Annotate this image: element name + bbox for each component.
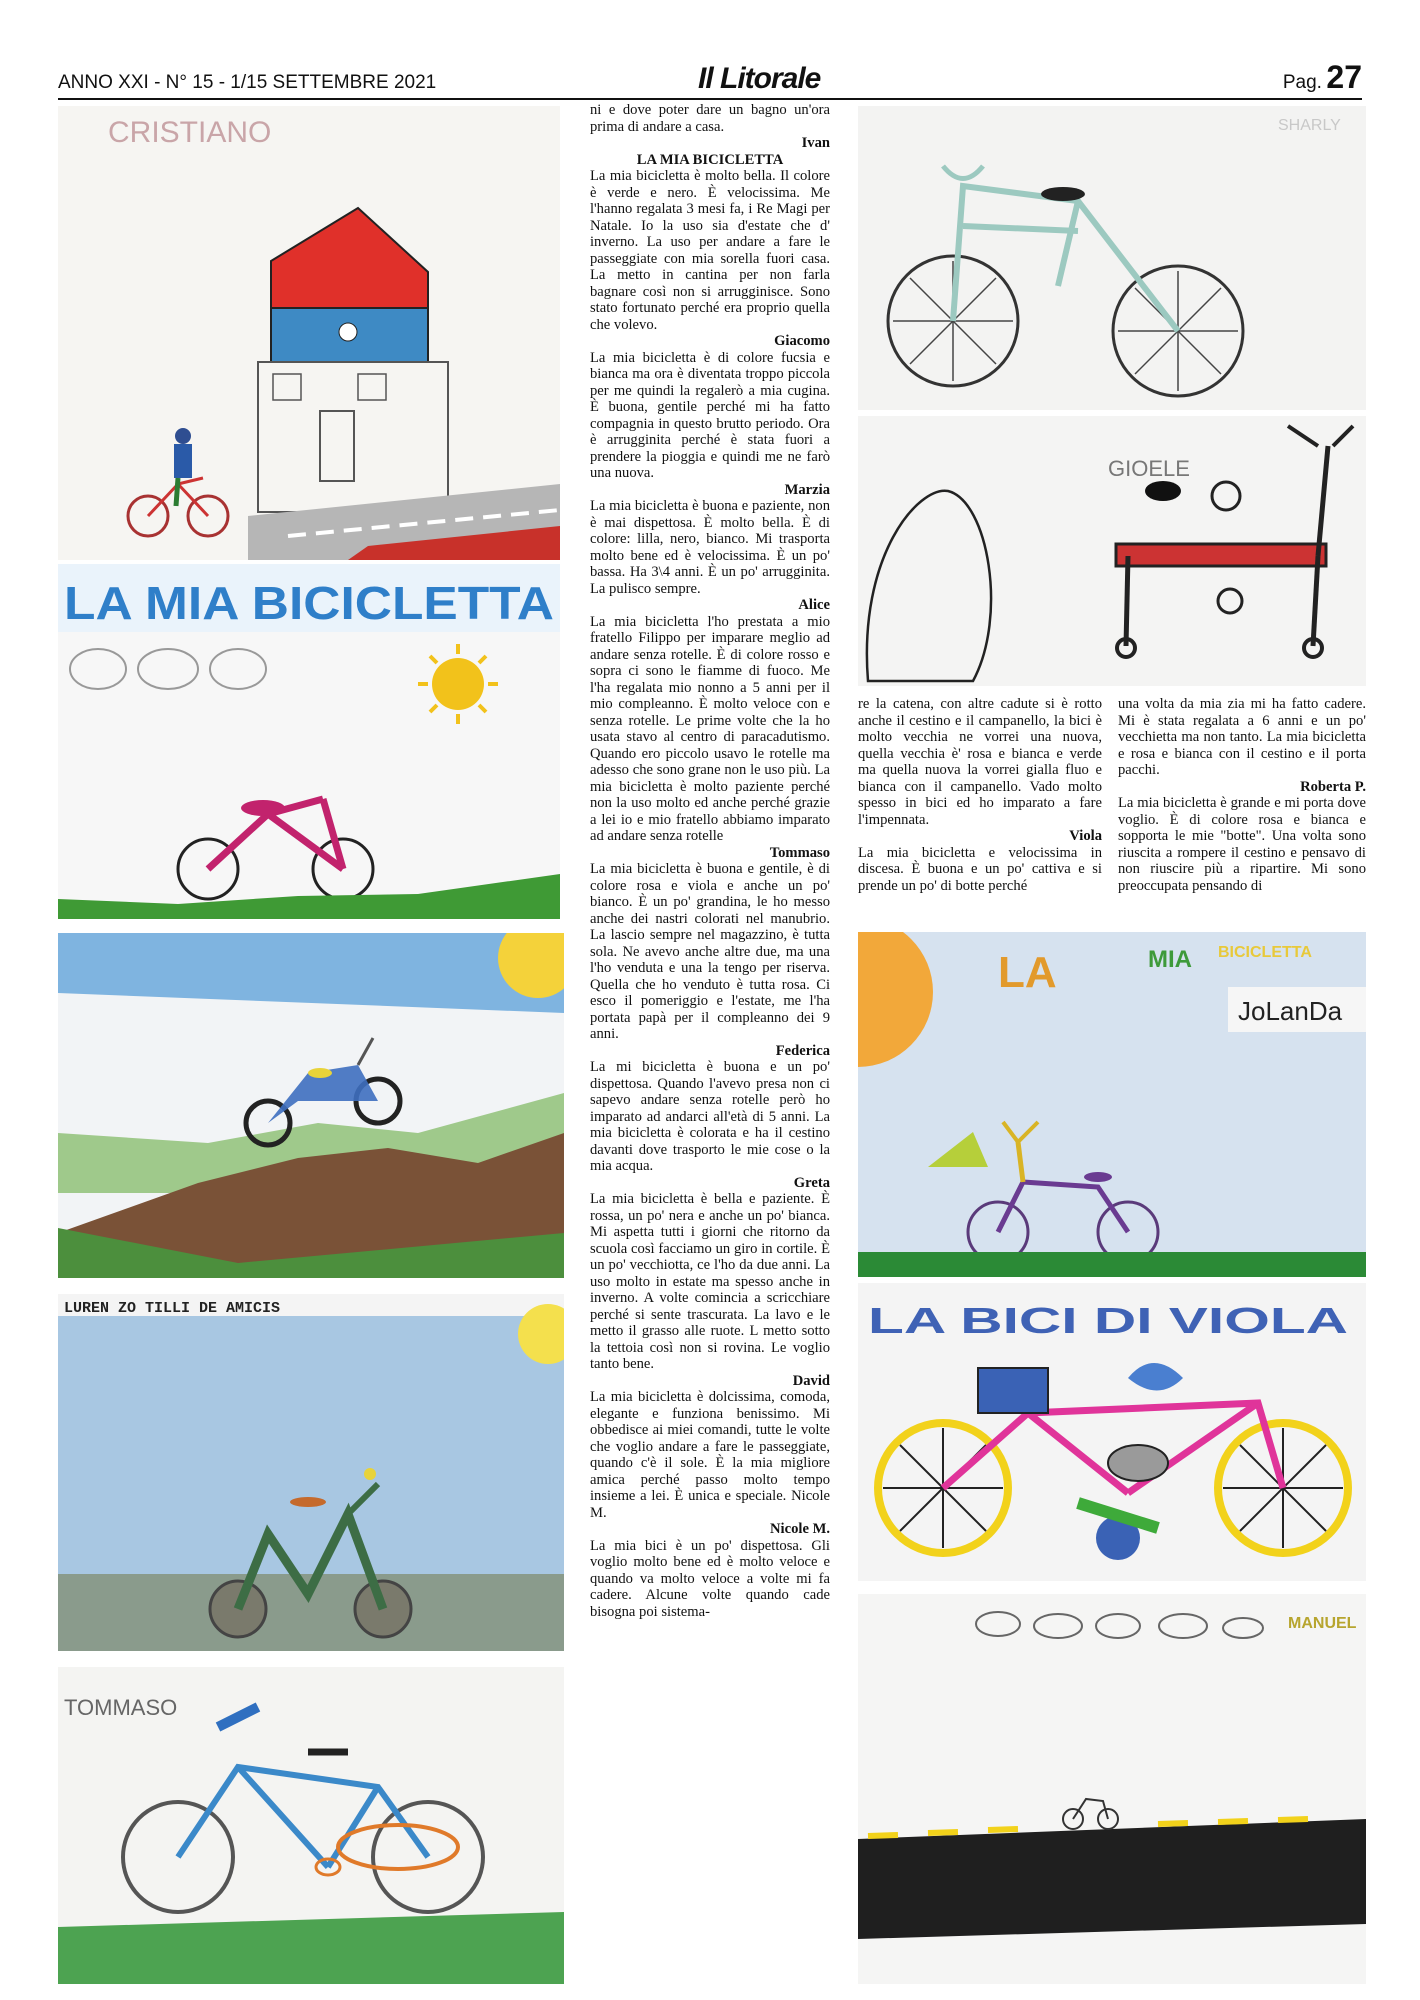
- paragraph-david: La mia bicicletta è bella e paziente. È rossa, un po' nera e anche un po' bianca. Mi aspetta tutti i giorni che ritorno da scuola così facciamo un giro in cortile. È un po' vecchiotta, ce l'ho da due anni. La uso molto in estate ma spesso anche in inverno. A volte comincia a scricchiare perché si sente trascurata. La lavo e le metto il grasso alle ruote. L metto sotto la tettoia così non si rovina. Le voglio tanto bene.: [590, 1191, 830, 1372]
- signature-nicole: Nicole M.: [770, 1521, 830, 1537]
- signature-roberta: Roberta P.: [1300, 778, 1366, 795]
- drawing-title-mia: MIA: [1148, 946, 1192, 973]
- article-title: LA MIA BICICLETTA: [636, 151, 784, 168]
- issue-info: ANNO XXI - N° 15 - 1/15 SETTEMBRE 2021: [58, 72, 437, 93]
- drawing-blue-bike: [58, 1667, 564, 1984]
- text-column-3: [1118, 696, 1366, 894]
- drawing-house-bike: [58, 106, 560, 560]
- drawing-title-bicicletta: BICICLETTA: [1218, 944, 1312, 961]
- drawing-jolanda-bike: [858, 932, 1366, 1277]
- page-label: Pag.: [1282, 72, 1322, 93]
- newspaper-title: Il Litorale: [698, 62, 821, 95]
- signature-giacomo: Giacomo: [774, 333, 830, 349]
- drawing-name-cristiano: CRISTIANO: [108, 116, 272, 149]
- paragraph-tommaso: La mia bicicletta l'ho prestata a mio fratello Filippo per imparare meglio ad andare senza rotelle. È di colore rosso e sopra ci sono le fiamme di fuoco. Me l'ha regalata mio nonno a 5 anni per il mio compleanno. È molto veloce con e senza rotelle. Le prime volte che la ho usata stavo al centro di paracadutismo. Quando ero piccolo usavo le rotelle ma adesso che sono grane non le uso più. La mia bicicletta è molto paziente perché non la uso molto ed anche perché grazie a lei io e mio fratello abbiamo imparato ad andare senza rotelle: [590, 613, 830, 844]
- drawing-title-viola: LA BICI DI VIOLA: [868, 1300, 1348, 1341]
- drawing-sun-bike: [58, 564, 560, 919]
- signature-viola: Viola: [1069, 828, 1102, 844]
- paragraph-viola-end: re la catena, con altre cadute si è rotto anche il cestino e il campanello, la bici è molto vecchia ne vorrei una nuova, quella vecchia è' rosa e bianca e verde ma quella nuova la vorrei gialla fluo e bianca con il campanello. Vado molto spesso in bici ed ho imparato a fare l'impennata.: [858, 696, 1102, 828]
- drawing-manuel-road: [858, 1594, 1366, 1984]
- text-column-1: [590, 102, 830, 1620]
- paragraph-ivan: ni e dove poter dare un bagno un'ora prima di andare a casa.: [590, 102, 830, 135]
- paragraph-alice: La mia bicicletta è buona e paziente, non è mai dispettosa. È molto bella. È di colore: lilla, nero, bianco. Mi trasporta molto bene ed è velocissima. È un po' bassa. Ha 3\4 anni. È un po' arrugginita. La pulisco sempre.: [590, 498, 830, 597]
- signature-greta: Greta: [793, 1174, 830, 1191]
- paragraph-roberta-end: una volta da mia zia mi ha fatto cadere. Mi è stata regalata a 6 anni e un po' vecchietta ma non tanto. La mia bicicletta e rosa e bianca con il cestino e il porta pacchi.: [1118, 696, 1366, 778]
- drawing-name-jolanda: JoLanDa: [1238, 996, 1343, 1026]
- page-number: [1283, 59, 1362, 96]
- signature-david: David: [792, 1372, 830, 1389]
- drawing-black-red-bike: [858, 416, 1366, 686]
- signature-tommaso: Tommaso: [769, 844, 830, 861]
- drawing-title-la-mia-bicicletta: LA MIA BICICLETTA: [64, 577, 554, 629]
- signature-ivan: Ivan: [801, 135, 830, 151]
- paragraph-federica: La mia bicicletta è buona e gentile, è di colore rosa e viola e anche un po' bianco. È un po' grandina, le ho messo anche dei nastri colorati nel manubrio. La lascio sempre nel magazzino, è tutta sola. Ne avevo anche altre due, ma una l'ho venduta e una la tengo per riserva. Quella che ho venduto è tutta rosa. Ci esco il pomeriggio e l'estate, me l'ha portata papà per il compleanno dei 9 anni.: [590, 861, 830, 1042]
- drawing-viola-bike: [858, 1283, 1366, 1581]
- paragraph-marzia: La mia bicicletta è di colore fucsia e bianca ma ora è diventata troppo piccola per me quindi la regalerò a mia cugina. È buona, gentile perché mi ha fatto compagnia in questo brutto periodo. Ora è arrugginita perché è stata fuori a prendere la pioggia e quindi me ne farò una nuova.: [590, 349, 830, 481]
- signature-marzia: Marzia: [784, 481, 830, 498]
- drawing-grey-bike: [858, 106, 1366, 410]
- page-number-value: 27: [1326, 59, 1362, 95]
- text-column-2: [858, 696, 1102, 894]
- drawing-title-la: LA: [998, 948, 1057, 997]
- drawing-name-manuel: MANUEL: [1288, 1615, 1357, 1632]
- drawing-name-sharly: SHARLY: [1278, 117, 1341, 134]
- paragraph-last: La mia bicicletta è grande e mi porta dove voglio. È di colore rosa e bianca e sopporta le mie "botte". Una volta sono riuscita a rompere il cestino e pensavo di non riuscire più a ripartire. Mi sono preoccupata pensando di: [1118, 795, 1366, 894]
- drawing-name-tommaso: TOMMASO: [64, 1695, 178, 1720]
- paragraph-greta: La mi bicicletta è buona e un po' dispettosa. Quando l'avevo presa non ci sapevo andare senza rotelle però ho imparato ad andarci all'età di 5 anni. La mia bicicletta è colorata e ha il cestino davanti dove trasporto le mie cose o la mia acqua.: [590, 1059, 830, 1174]
- paragraph-giacomo: La mia bicicletta è molto bella. Il colore è verde e nero. È velocissima. Me l'hanno regalata 3 mesi fa, i Re Magi per Natale. Io la uso sia d'estate che d' inverno. La uso per andare a fare le passeggiate con mia sorella fuori casa. La metto in cantina per non farla bagnare così non si arrugginisce. Sono stato fortunato perché era proprio quella che volevo.: [590, 168, 830, 333]
- drawing-hill-bike: [58, 933, 564, 1278]
- drawing-name-lorenzo: LUREN ZO TILLI DE AMICIS: [64, 1300, 281, 1317]
- drawing-green-bike: [58, 1294, 564, 1651]
- paragraph-viola-start: La mia bici è un po' dispettosa. Gli voglio molto bene ed è molto veloce e quando va molto veloce a volte mi fa cadere. Alcune volte quando cade bisogna poi sistema-: [590, 1537, 830, 1620]
- drawing-name-gioele: GIOELE: [1108, 456, 1190, 481]
- paragraph-roberta-start: La mia bicicletta e velocissima in discesa. È buona e un po' cattiva e si prende un po' di botte perché: [858, 844, 1102, 894]
- signature-alice: Alice: [798, 597, 830, 613]
- signature-federica: Federica: [775, 1042, 830, 1059]
- page-header: [58, 58, 1362, 100]
- paragraph-nicole: La mia bicicletta è dolcissima, comoda, elegante e funziona benissimo. Mi obbedisce ai miei comandi, tutte le volte che voglio andare a fare le passeggiate, quando c'è il sole. È la mia migliore amica perché passo molto tempo insieme a lei. È unica e speciale. Nicole M.: [590, 1389, 830, 1521]
